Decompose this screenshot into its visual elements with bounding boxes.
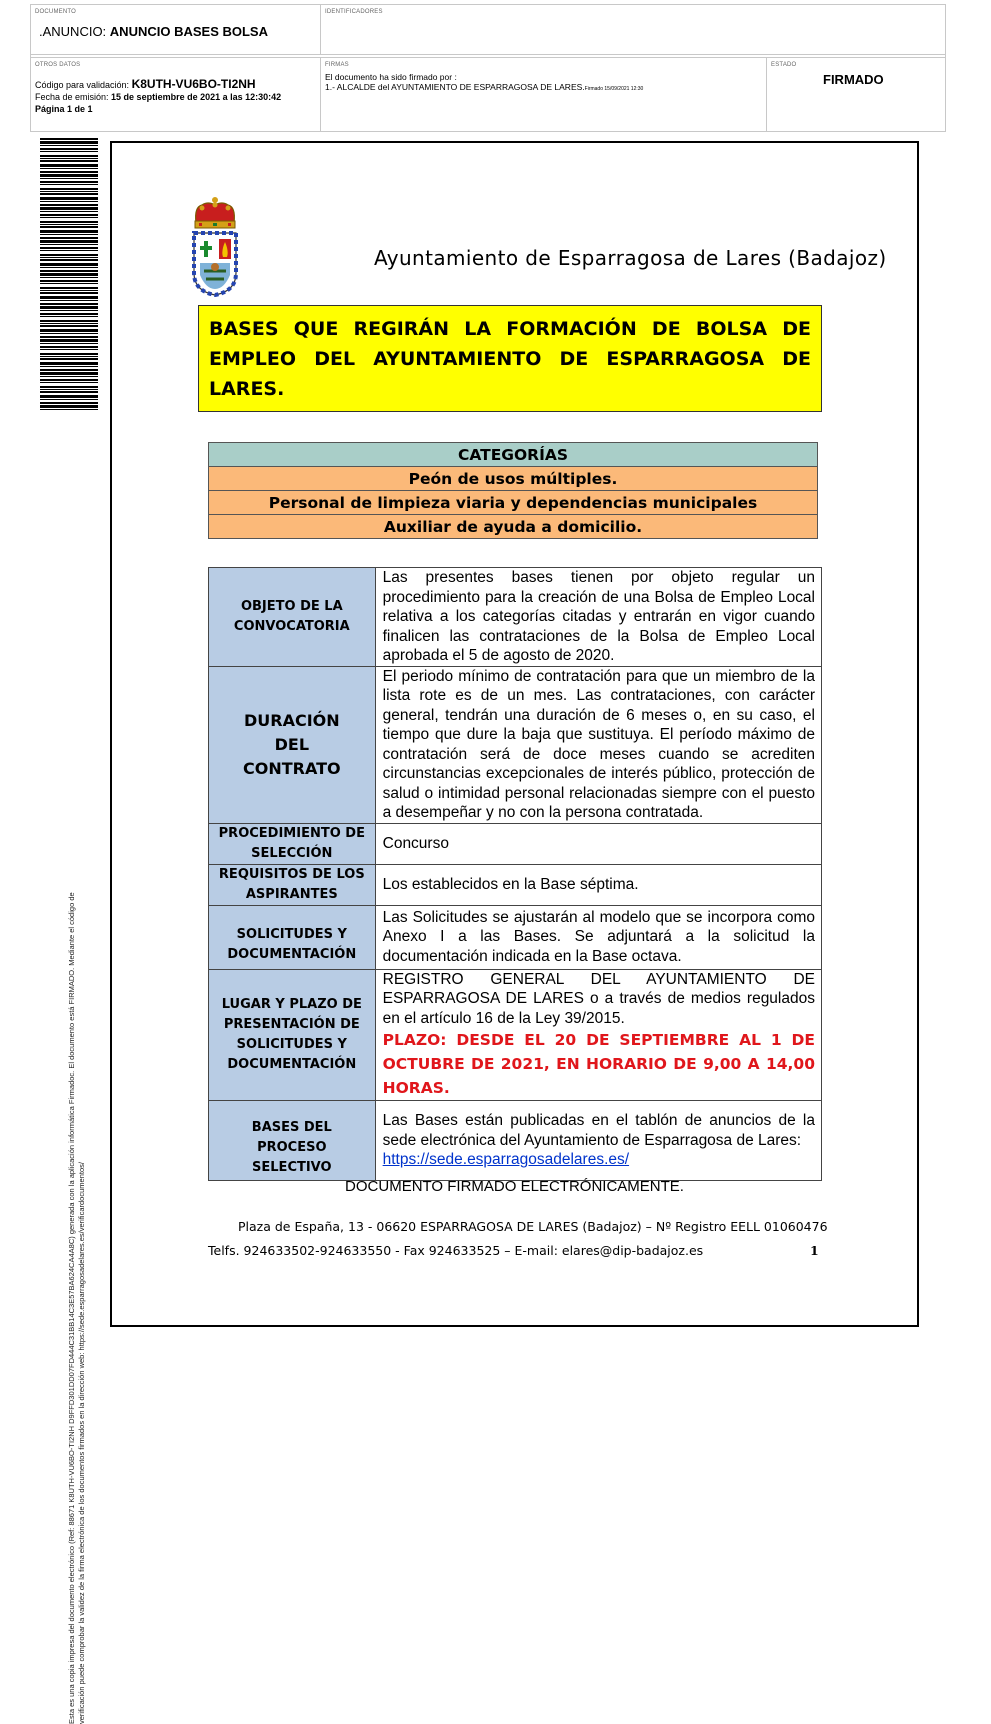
- plazo-highlight: PLAZO: DESDE EL 20 DE SEPTIEMBRE AL 1 DE OCTUBRE DE 2021, EN HORARIO DE 9,00 A 14,00 HORAS.: [382, 1031, 815, 1097]
- category-item: Personal de limpieza viaria y dependencias municipales: [209, 491, 818, 515]
- document-prefix: .ANUNCIO:: [39, 24, 110, 39]
- coat-of-arms-icon: [190, 193, 240, 297]
- documento-cell: [31, 5, 321, 55]
- table-row: [209, 568, 822, 667]
- fecha-value: 15 de septiembre de 2021 a las 12:30:42: [111, 92, 282, 102]
- otros-datos-cell: [31, 57, 321, 131]
- fecha-label: Fecha de emisión:: [35, 92, 112, 102]
- lugar-text: REGISTRO GENERAL DEL AYUNTAMIENTO DE ESPARRAGOSA DE LARES o a través de medios regulados en el artículo 16 de la Ley 39/2015.: [382, 970, 815, 1027]
- row-key: [209, 666, 376, 823]
- vertical-verification-text: [67, 364, 97, 1724]
- estado-value: FIRMADO: [823, 72, 884, 87]
- table-row: [209, 666, 822, 823]
- identificadores-cell: [321, 5, 945, 55]
- table-row: [209, 864, 822, 905]
- row-key: [209, 969, 376, 1101]
- footer-contact: Telfs. 924633502-924633550 - Fax 924633525 – E-mail: elares@dip-badajoz.es: [208, 1243, 704, 1258]
- codigo-value: K8UTH-VU6BO-TI2NH: [131, 77, 256, 91]
- document-title: [39, 24, 268, 39]
- row-value: El periodo mínimo de contratación para que un miembro de la lista rote es de un mes. Las contrataciones, con carácter general, tendrán una duración de 6 meses o, en su caso, el tiempo que dure la baja que sustituya. El período máximo de contratación será de doce meses cuando se acrediten circunstancias excepcionales de interés público, protección de salud o intimidad personal relacionadas siempre con el puesto a desempeñar y no con la persona contratada.: [375, 666, 821, 823]
- footer-address: Plaza de España, 13 - 06620 ESPARRAGOSA DE LARES (Badajoz) – Nº Registro EELL 01060476: [238, 1219, 828, 1234]
- row-key-text: BASES DEL PROCESO SELECTIVO: [251, 1119, 332, 1175]
- row-value: Concurso: [375, 823, 821, 864]
- firmas-line1: El documento ha sido firmado por :: [325, 72, 457, 82]
- bases-text: Las Bases están publicadas en el tablón de anuncios de la sede electrónica del Ayuntamiento de Esparragosa de Lares:: [382, 1112, 815, 1149]
- row-key-text: LUGAR Y PLAZO DE PRESENTACIÓN DE SOLICITUDES Y DOCUMENTACIÓN: [221, 996, 362, 1072]
- firmas-cell: [321, 57, 767, 131]
- pagina-text: Página 1 de 1: [35, 104, 93, 114]
- row-value: Las Solicitudes se ajustarán al modelo que se incorpora como Anexo I a las Bases. Se adjuntará a la solicitud la documentación indicada en la Base octava.: [375, 905, 821, 969]
- table-row: [209, 905, 822, 969]
- side-text-line1: Esta es una copia impresa del documento electrónico (Ref: 88671 K8UTH-VU6BO-TI2NH D9FFD301DD07FD444C31BB14C3E57BA624CA4A8C) generada con la aplicación informática Firmadoc. El documento está FIRMADO. Mediante el código de: [67, 892, 76, 1724]
- documento-label: DOCUMENTO: [35, 9, 77, 15]
- row-value: Las presentes bases tienen por objeto regular un procedimiento para la creación de una Bolsa de Empleo Local relativa a los categorías citadas y entrarán en vigor cuando finalicen las contrataciones de la Bolsa de Empleo Local aprobada el 5 de agosto de 2020.: [375, 568, 821, 667]
- table-row: [209, 1101, 822, 1181]
- ayuntamiento-heading: Ayuntamiento de Esparragosa de Lares (Badajoz): [374, 246, 887, 270]
- signature-header: [30, 4, 946, 132]
- table-row: [209, 823, 822, 864]
- page-number: 1: [810, 1243, 819, 1258]
- firmas-line2: 1.- ALCALDE del AYUNTAMIENTO DE ESPARRAGOSA DE LARES.: [325, 82, 585, 92]
- categories-header: CATEGORÍAS: [209, 443, 818, 467]
- firmas-label: FIRMAS: [325, 62, 349, 68]
- row-key-text: DURACIÓN DEL CONTRATO: [243, 710, 341, 778]
- row-value: [375, 969, 821, 1101]
- estado-label: ESTADO: [771, 62, 797, 68]
- otros-label: OTROS DATOS: [35, 62, 81, 68]
- row-key-text: SOLICITUDES Y DOCUMENTACIÓN: [227, 927, 357, 962]
- firmado-notice: DOCUMENTO FIRMADO ELECTRÓNICAMENTE.: [345, 1178, 684, 1195]
- identificadores-label: IDENTIFICADORES: [325, 9, 383, 15]
- estado-cell: [767, 57, 945, 131]
- document-page: [110, 141, 919, 1327]
- row-value: Los establecidos en la Base séptima.: [375, 864, 821, 905]
- row-key: [209, 905, 376, 969]
- table-row: [209, 969, 822, 1101]
- firmas-stamp: Firmado 15/09/2021 12:30: [584, 86, 644, 92]
- row-key: [209, 1101, 376, 1181]
- row-key: PROCEDIMIENTO DE SELECCIÓN: [209, 823, 376, 864]
- document-main-title: BASES QUE REGIRÁN LA FORMACIÓN DE BOLSA DE EMPLEO DEL AYUNTAMIENTO DE ESPARRAGOSA DE LARES.: [198, 305, 822, 412]
- categories-table: [208, 442, 818, 539]
- conditions-table: [208, 567, 822, 1181]
- row-value: [375, 1101, 821, 1181]
- document-title-text: ANUNCIO BASES BOLSA: [109, 24, 268, 39]
- category-item: Peón de usos múltiples.: [209, 467, 818, 491]
- side-text-line2: verificación puede comprobar la validez de la firma electrónica de los documentos firmados en la dirección web: https://sede.esparragosadelares.es/verificardocumentos/: [77, 1162, 86, 1724]
- codigo-label: Código para validación:: [35, 80, 132, 90]
- row-key: REQUISITOS DE LOS ASPIRANTES: [209, 864, 376, 905]
- sede-link[interactable]: https://sede.esparragosadelares.es/: [382, 1151, 630, 1169]
- row-key: OBJETO DE LA CONVOCATORIA: [209, 568, 376, 667]
- category-item: Auxiliar de ayuda a domicilio.: [209, 515, 818, 539]
